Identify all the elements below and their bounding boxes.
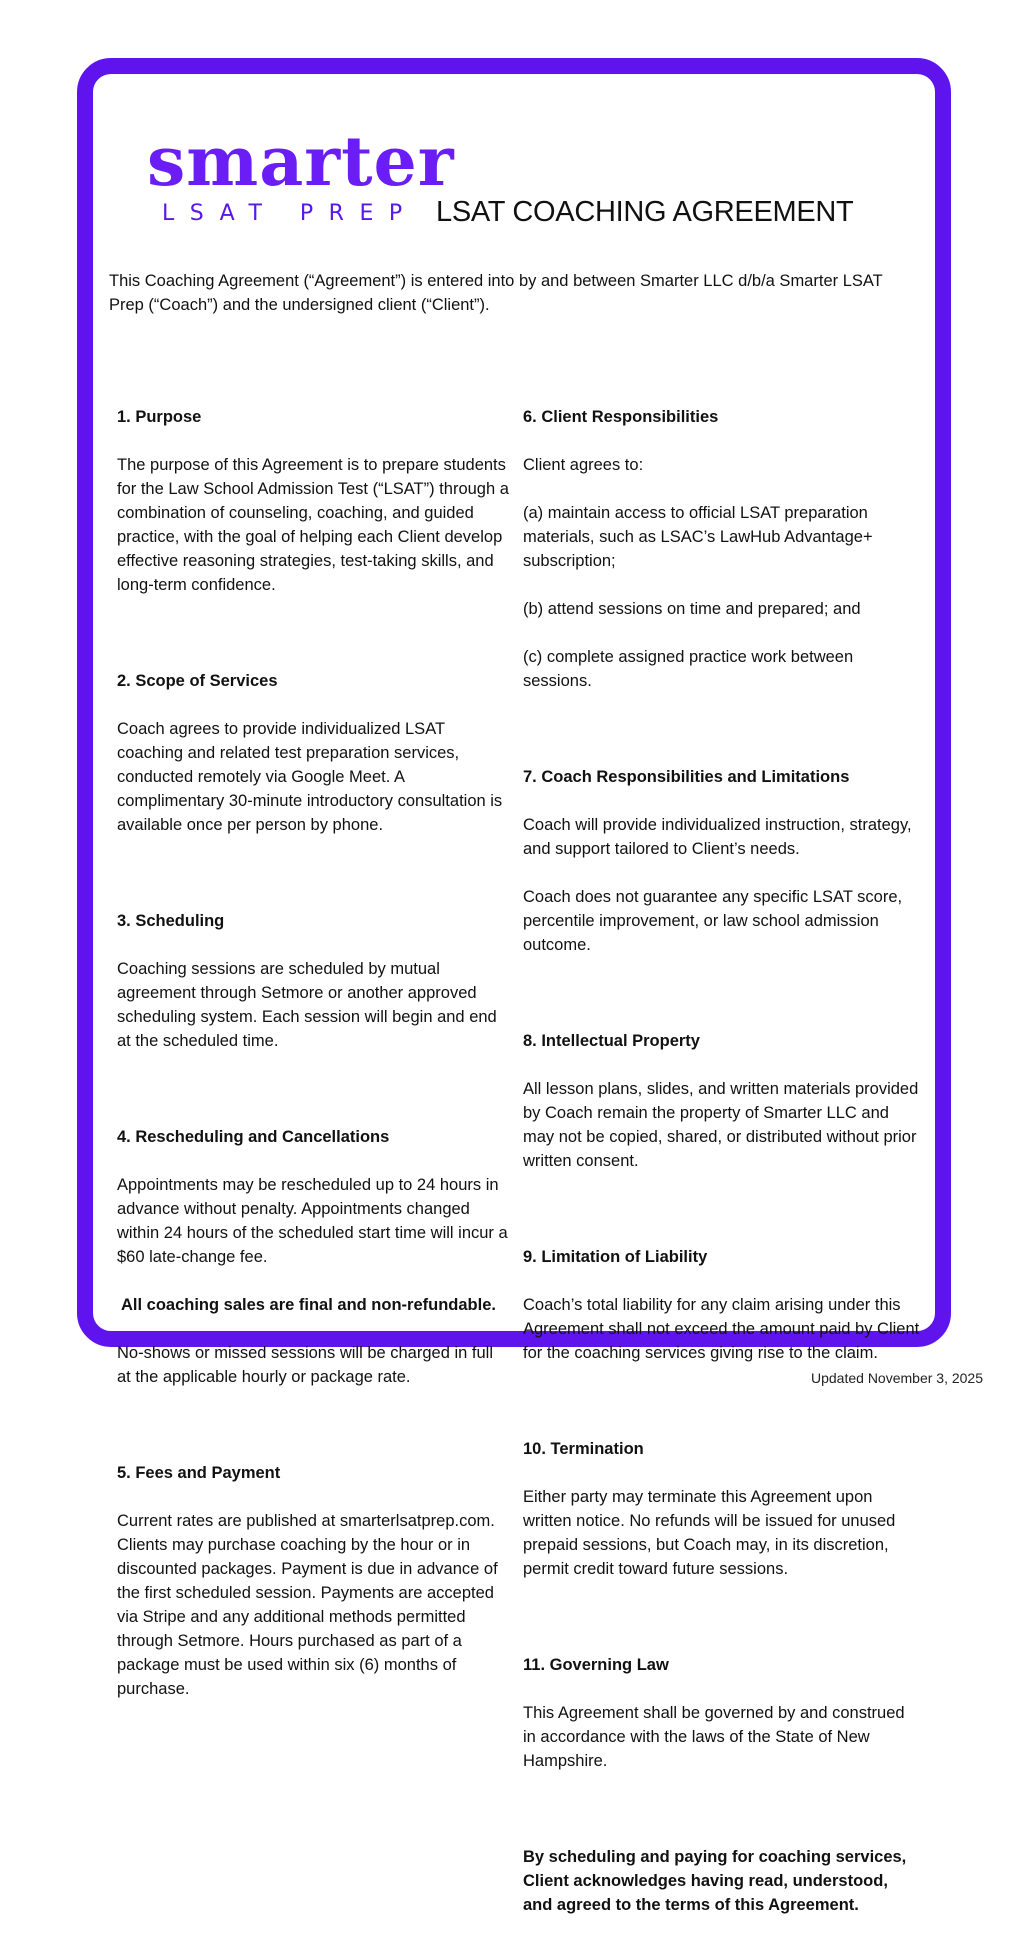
section-body: Coach agrees to provide individualized LSAT coaching and related test preparation services, conducted remotely via Google Meet. A complimentary 30-minute introductory consultation is available once per person by phone.	[117, 720, 503, 834]
section-heading: 10. Termination	[523, 1440, 644, 1458]
section-fees	[117, 1437, 509, 1725]
section-rescheduling	[117, 1101, 509, 1413]
section-body: Coaching sessions are scheduled by mutual agreement through Setmore or another approved scheduling system. Each session will begin and end at the scheduled time.	[117, 960, 497, 1050]
list-item: (b) attend sessions on time and prepared; and	[523, 600, 861, 618]
section-body: Coach will provide individualized instruction, strategy, and support tailored to Client’s needs.	[523, 816, 912, 858]
section-heading: 7. Coach Responsibilities and Limitations	[523, 768, 850, 786]
section-client-responsibilities	[523, 381, 921, 717]
section-heading: 11. Governing Law	[523, 1656, 669, 1674]
document-title: LSAT COACHING AGREEMENT	[436, 196, 854, 228]
list-item: (a) maintain access to official LSAT preparation materials, such as LSAC’s LawHub Advantage+ subscription;	[523, 504, 873, 570]
section-body: This Agreement shall be governed by and construed in accordance with the laws of the State of New Hampshire.	[523, 1704, 905, 1770]
section-body: The purpose of this Agreement is to prepare students for the Law School Admission Test (“LSAT”) through a combination of counseling, coaching, and guided practice, with the goal of helping each Client develop effective reasoning strategies, test-taking skills, and long-term confidence.	[117, 456, 509, 594]
section-body: Client agrees to:	[523, 456, 644, 474]
section-body: Current rates are published at smarterlsatprep.com. Clients may purchase coaching by the hour or in discounted packages. Payment is due in advance of the first scheduled session. Payments are accepted via Stripe and any additional methods permitted through Setmore. Hours purchased as part of a package must be used within six (6) months of purchase.	[117, 1512, 498, 1698]
section-scheduling	[117, 885, 509, 1077]
section-heading: 5. Fees and Payment	[117, 1464, 281, 1482]
section-heading: 9. Limitation of Liability	[523, 1248, 708, 1266]
section-purpose	[117, 381, 509, 621]
section-heading: 3. Scheduling	[117, 912, 225, 930]
section-body: Either party may terminate this Agreement upon written notice. No refunds will be issued for unused prepaid sessions, but Coach may, in its discretion, permit credit toward future sessions.	[523, 1488, 896, 1578]
closing-statement: By scheduling and paying for coaching services, Client acknowledges having read, understood, and agreed to the terms of this Agreement.	[523, 1848, 907, 1914]
right-column	[523, 357, 921, 1941]
list-item: (c) complete assigned practice work between sessions.	[523, 648, 854, 690]
section-heading: 2. Scope of Services	[117, 672, 278, 690]
section-termination	[523, 1413, 921, 1605]
section-heading: 6. Client Responsibilities	[523, 408, 719, 426]
section-body: Appointments may be rescheduled up to 24 hours in advance without penalty. Appointments changed within 24 hours of the scheduled start time will incur a $60 late-change fee.	[117, 1176, 508, 1266]
logo-wordmark: smarter	[147, 122, 455, 202]
updated-date: Updated November 3, 2025	[811, 1370, 983, 1386]
section-intellectual-property	[523, 1005, 921, 1197]
section-liability	[523, 1221, 921, 1389]
section-body: Coach does not guarantee any specific LSAT score, percentile improvement, or law school admission outcome.	[523, 888, 903, 954]
section-coach-responsibilities	[523, 741, 921, 981]
section-heading: 1. Purpose	[117, 408, 202, 426]
section-heading: 4. Rescheduling and Cancellations	[117, 1128, 390, 1146]
section-body: All lesson plans, slides, and written materials provided by Coach remain the property of Smarter LLC and may not be copied, shared, or distributed without prior written consent.	[523, 1080, 919, 1170]
left-column	[117, 357, 509, 1749]
section-body: No-shows or missed sessions will be charged in full at the applicable hourly or package rate.	[117, 1344, 493, 1386]
section-scope	[117, 645, 509, 861]
intro-paragraph: This Coaching Agreement (“Agreement”) is entered into by and between Smarter LLC d/b/a Smarter LSAT Prep (“Coach”) and the undersigned client (“Client”).	[109, 272, 883, 314]
section-body: Coach’s total liability for any claim arising under this Agreement shall not exceed the amount paid by Client for the coaching services giving rise to the claim.	[523, 1296, 920, 1362]
section-heading: 8. Intellectual Property	[523, 1032, 700, 1050]
refund-policy-notice: All coaching sales are final and non-refundable.	[117, 1296, 496, 1314]
logo-subtitle: LSAT PREP	[162, 201, 418, 226]
section-governing-law	[523, 1629, 921, 1797]
